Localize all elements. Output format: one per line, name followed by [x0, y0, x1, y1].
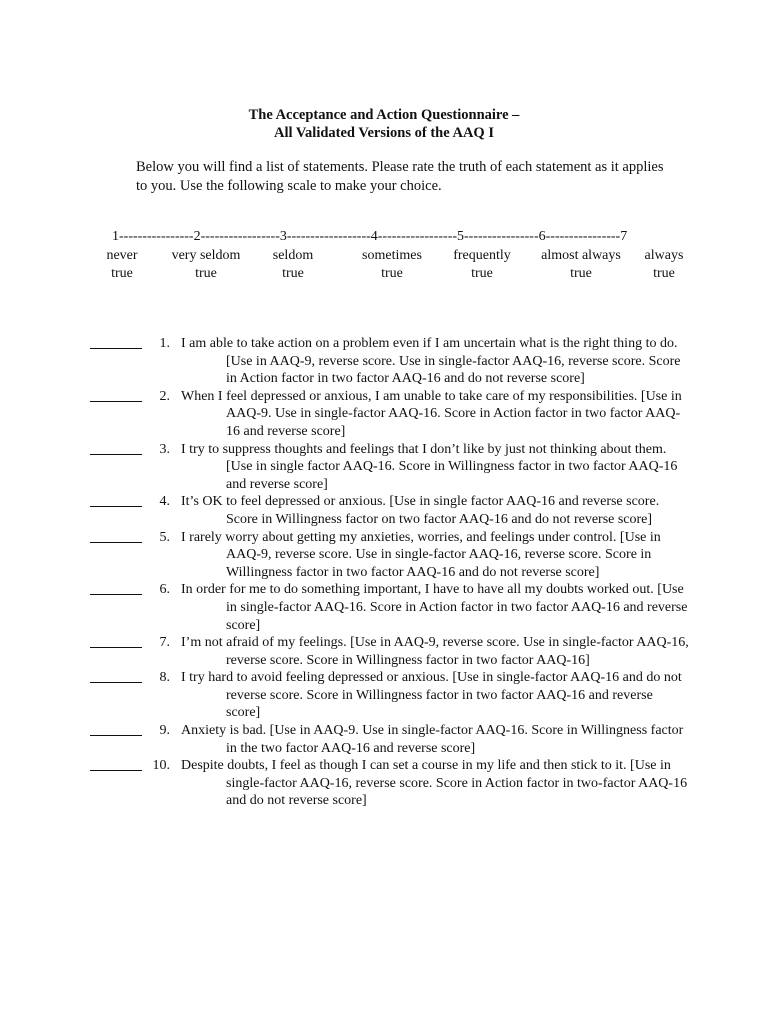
- scale-anchor-7: [645, 247, 684, 282]
- answer-blank[interactable]: [90, 581, 142, 595]
- scale-anchor-sublabel: true: [570, 265, 592, 281]
- question-item-2: [90, 388, 690, 441]
- answer-blank[interactable]: [90, 441, 142, 455]
- rating-scale-line: 1----------------2-----------------3------------------4-----------------5----------------6----------------7: [112, 229, 628, 244]
- question-item-1: [90, 335, 690, 388]
- question-text: It’s OK to feel depressed or anxious. [Use in single factor AAQ-16 and reverse score. Score in Willingness factor on two factor AAQ-16 and do not reverse score]: [181, 494, 660, 527]
- question-text: I’m not afraid of my feelings. [Use in AAQ-9, reverse score. Use in single-factor AAQ-16, reverse score. Score in Willingness factor in two factor AAQ-16]: [181, 635, 689, 668]
- scale-anchor-6: [541, 247, 621, 282]
- scale-anchor-3: [273, 247, 313, 282]
- question-number: 7.: [159, 635, 170, 651]
- instructions-paragraph: Below you will find a list of statements. Please rate the truth of each statement as it applies to you. Use the following scale to make your choice.: [136, 159, 664, 194]
- question-text: Anxiety is bad. [Use in AAQ-9. Use in single-factor AAQ-16. Score in Willingness factor in the two factor AAQ-16 and reverse score]: [181, 723, 684, 756]
- question-text: I try hard to avoid feeling depressed or anxious. [Use in single-factor AAQ-16 and do not reverse score. Score in Willingness factor in two factor AAQ-16 and reverse score]: [181, 670, 682, 721]
- question-list: [90, 335, 690, 810]
- question-number: 4.: [159, 494, 170, 510]
- document-title: [0, 106, 768, 142]
- question-number: 5.: [159, 529, 170, 545]
- question-number: 8.: [159, 670, 170, 686]
- answer-blank[interactable]: [90, 669, 142, 683]
- scale-anchor-2: [172, 247, 241, 282]
- scale-anchor-sublabel: true: [195, 265, 217, 281]
- question-number: 9.: [159, 723, 170, 739]
- question-item-7: [90, 634, 690, 669]
- answer-blank[interactable]: [90, 529, 142, 543]
- answer-blank[interactable]: [90, 388, 142, 402]
- title-line-1: The Acceptance and Action Questionnaire –: [248, 107, 520, 123]
- answer-blank[interactable]: [90, 722, 142, 736]
- question-text: Despite doubts, I feel as though I can set a course in my life and then stick to it. [Use in single-factor AAQ-16, reverse score. Score in Action factor in two-factor AAQ-16 and do not reverse score]: [181, 758, 688, 809]
- scale-anchor-label: frequently: [453, 248, 511, 263]
- scale-anchor-sublabel: true: [111, 265, 133, 281]
- answer-blank[interactable]: [90, 335, 142, 349]
- question-number: 10.: [152, 758, 170, 774]
- title-line-2: All Validated Versions of the AAQ I: [274, 125, 494, 141]
- question-number: 3.: [159, 441, 170, 457]
- question-item-6: [90, 581, 690, 634]
- scale-anchor-label: almost always: [541, 248, 621, 263]
- scale-anchor-sublabel: true: [282, 265, 304, 281]
- question-number: 2.: [159, 388, 170, 404]
- scale-anchor-5: [453, 247, 511, 282]
- scale-anchor-sublabel: true: [471, 265, 493, 281]
- question-number: 6.: [159, 582, 170, 598]
- answer-blank[interactable]: [90, 493, 142, 507]
- question-text: I am able to take action on a problem even if I am uncertain what is the right thing to do. [Use in AAQ-9, reverse score. Use in single-factor AAQ-16, reverse score. Score in Action factor in two factor AAQ-16 and do not reverse score]: [181, 336, 681, 387]
- question-item-4: [90, 493, 690, 528]
- question-text: In order for me to do something important, I have to have all my doubts worked out. [Use in single-factor AAQ-16. Score in Action factor in two factor AAQ-16 and reverse score]: [181, 582, 688, 633]
- scale-anchor-label: always: [644, 248, 684, 263]
- question-text: I rarely worry about getting my anxieties, worries, and feelings under control. [Use in AAQ-9, reverse score. Use in single-factor AAQ-16, reverse score. Score in Willingness factor in two factor AAQ-16 and do not reverse score]: [181, 529, 661, 580]
- scale-anchor-label: never: [106, 248, 138, 263]
- scale-anchor-sublabel: true: [653, 265, 675, 281]
- question-item-3: [90, 441, 690, 494]
- scale-anchor-label: very seldom: [171, 248, 241, 263]
- scale-anchor-1: [106, 247, 137, 282]
- question-item-5: [90, 529, 690, 582]
- scale-anchor-label: seldom: [272, 248, 314, 263]
- question-text: When I feel depressed or anxious, I am unable to take care of my responsibilities. [Use in AAQ-9. Use in single-factor AAQ-16. Score in Action factor in two factor AAQ-16 and reverse score]: [181, 388, 682, 439]
- question-number: 1.: [159, 336, 170, 351]
- question-text: I try to suppress thoughts and feelings that I don’t like by just not thinking about them. [Use in single factor AAQ-16. Score in Willingness factor in two factor AAQ-16 and reverse score]: [181, 441, 678, 492]
- question-item-9: [90, 722, 690, 757]
- answer-blank[interactable]: [90, 757, 142, 771]
- scale-anchor-4: [362, 247, 422, 282]
- scale-anchor-sublabel: true: [381, 265, 403, 281]
- question-item-8: [90, 669, 690, 722]
- scale-anchor-label: sometimes: [362, 248, 422, 263]
- answer-blank[interactable]: [90, 634, 142, 648]
- question-item-10: [90, 757, 690, 810]
